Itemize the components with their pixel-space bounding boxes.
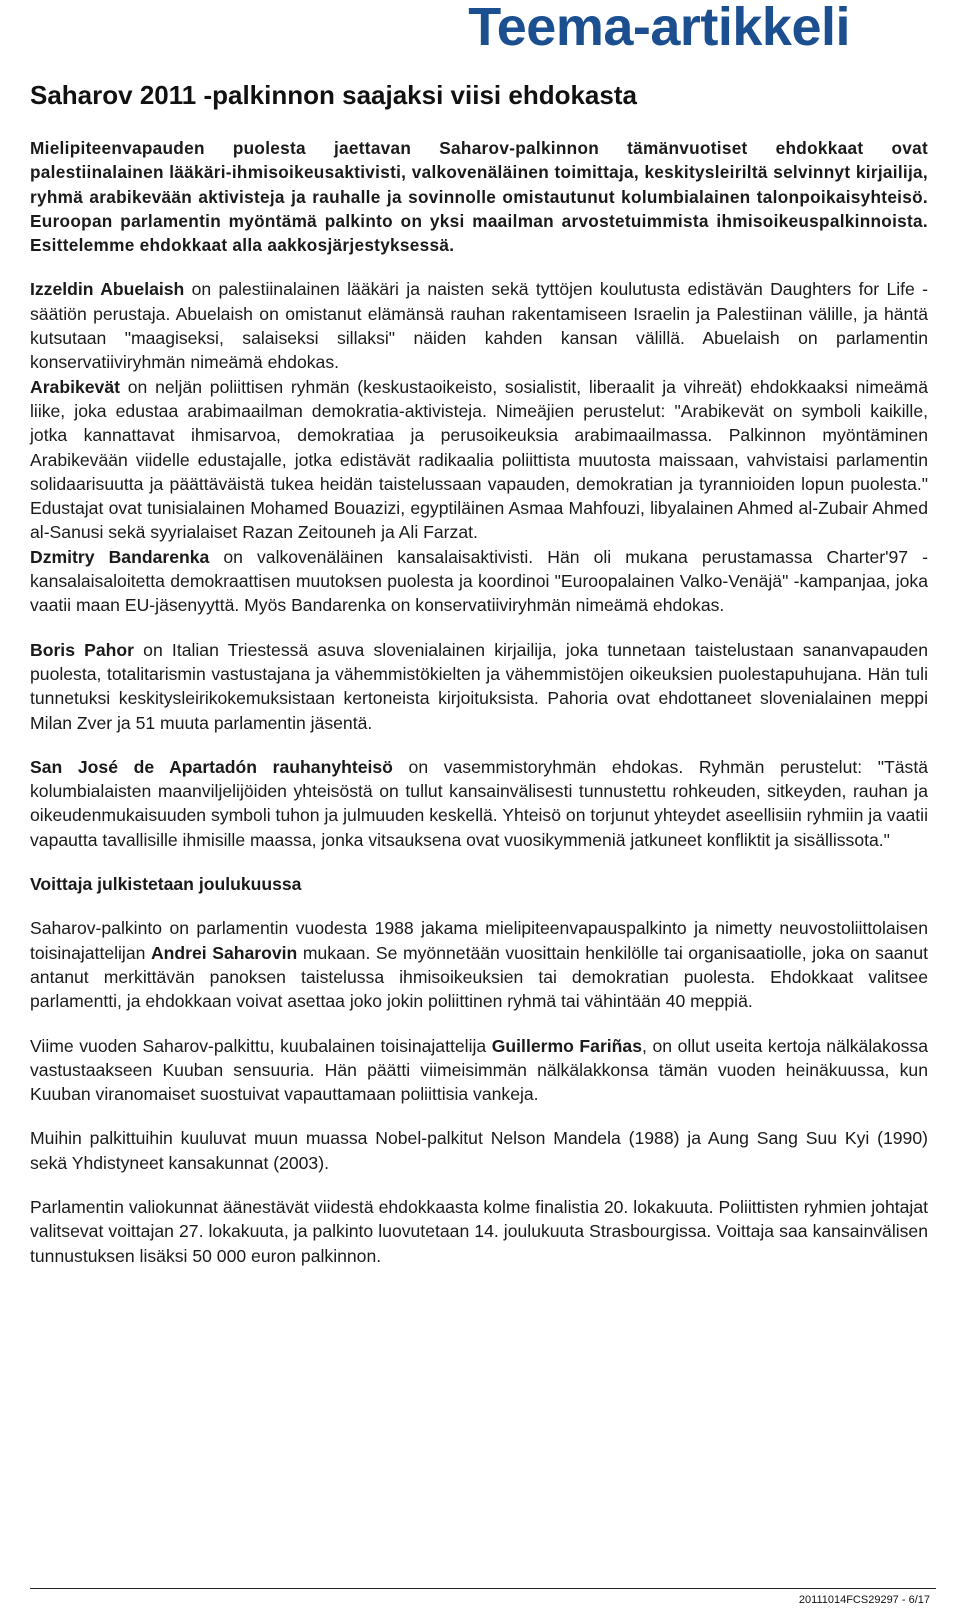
schedule-paragraph: Parlamentin valiokunnat äänestävät viidestä ehdokkaasta kolme finalistia 20. lokakuuta. Poliittisten ryhmien johtajat valitsevat voittajan 27. lokakuuta, ja palkinto luovutetaan 14. joulukuuta Strasbourgissa. Voittaja saa kansainvälisen tunnustuksen lisäksi 50 000 euron palkinnon. <box>30 1196 928 1266</box>
article-title: Saharov 2011 -palkinnon saajaksi viisi ehdokasta <box>30 80 637 110</box>
text-span: Saharov-palkinto on parlamentin vuodesta 1988 jakama mielipiteenvapauspalkinto ja nimetty neuvostoliittolaisen toisinajattelijan <box>30 918 928 963</box>
text-span: Viime vuoden Saharov-palkittu, kuubalainen toisinajattelija <box>30 1035 492 1056</box>
candidate-apartado <box>30 755 928 852</box>
text-span: mukaan. Se myönnetään vuosittain henkilölle tai organisaatiolle, joka on saanut antanut merkittävän panoksen taistelussa ihmisoikeuksien tai demokratian puolesta. Ehdokkaat valitsee parlamentti, ja ehdokkaan voivat asettaa joko jokin poliittinen ryhmä tai vähintään 40 meppiä. <box>30 942 928 1012</box>
candidate-text: on valkovenäläinen kansalaisaktivisti. Hän oli mukana perustamassa Charter'97 -kansalaisaloitetta demokraattisen muutoksen puolesta ja koordinoi "Euroopalainen Valko-Venäjä" -kampanjaa, joka vaatii maan EU-jäsenyyttä. Myös Bandarenka on konservatiiviryhmän nimeämä ehdokas. <box>30 546 928 616</box>
candidate-text: on neljän poliittisen ryhmän (keskustaoikeisto, sosialistit, liberaalit ja vihreät) ehdokkaaksi nimeämä liike, joka edustaa arabimaailman demokratia-aktivisteja. Nimeäjien perustelut: "Arabikevät on symboli kaikille, jotka kannattavat ihmisarvoa, demokratiaa ja perusoikeuksia arabimaailmassa. Palkinnon myöntäminen Arabikevään viidelle edustajalle, jotka edistävät radikaalia poliittista muutosta maissaan, vahvistaisi parlamentin solidaarisuutta ja päättäväistä tukea heidän taistelussaan vapauden, demokratian ja tyrannioiden lopun puolesta." Edustajat ovat tunisialainen Mohamed Bouazizi, egyptiläinen Asmaa Mahfouzi, libyalainen Ahmed al-Zubair Ahmed al-Sanusi sekä syyrialaiset Razan Zeitouneh ja Ali Farzat. <box>30 376 928 543</box>
candidate-abuelaish <box>30 277 928 374</box>
candidate-arab-spring <box>30 375 928 545</box>
candidate-pahor <box>30 638 928 735</box>
candidate-text: on Italian Triestessä asuva slovenialainen kirjailija, joka tunnetaan taistelustaan sananvapauden puolesta, totalitarismin vastustajana ja vähemmistökielten ja vähemmistöjen oikeuksien puolestapuhujana. Hän tuli tunnetuksi keskitysleirikokemuksistaan kertoneista kirjoituksista. Pahoria ovat ehdottaneet slovenialainen meppi Milan Zver ja 51 muuta parlamentin jäsentä. <box>30 639 928 733</box>
lead-paragraph: Mielipiteenvapauden puolesta jaettavan Saharov-palkinnon tämänvuotiset ehdokkaat ovat palestiinalainen lääkäri-ihmisoikeusaktivisti, valkovenäläinen toimittaja, keskitysleiriltä selvinnyt kirjailija, ryhmä arabikevään aktivisteja ja rauhalle ja sovinnolle omistautunut kolumbialainen talonpoikaisyhteisö. Euroopan parlamentin myöntämä palkinto on yksi maailman arvostetuimmista ihmisoikeuspalkinnoista. Esittelemme ehdokkaat alla aakkosjärjestyksessä. <box>30 138 928 256</box>
candidate-name: Izzeldin Abuelaish <box>30 279 185 300</box>
section-banner: Teema-artikkeli <box>468 0 850 57</box>
candidate-bandarenka <box>30 545 928 618</box>
candidate-name: San José de Apartadón rauhanyhteisö <box>30 756 393 777</box>
person-name: Andrei Saharovin <box>150 942 298 963</box>
candidate-name: Dzmitry Bandarenka <box>30 546 210 567</box>
last-winner-paragraph <box>30 1034 928 1107</box>
article-body <box>30 136 928 1268</box>
text-span: , on ollut useita kertoja nälkälakossa vastustaakseen Kuuban sensuuria. Hän päätti viimeisimmän nälkälakkonsa tämän vuoden heinäkuussa, kun Kuuban viranomaiset suostuivat vapauttamaan poliittisia vankeja. <box>30 1035 928 1105</box>
candidate-name: Boris Pahor <box>30 639 135 660</box>
page-reference: 20111014FCS29297 - 6/17 <box>798 1594 930 1606</box>
person-name: Guillermo Fariñas <box>491 1035 642 1056</box>
candidate-text: on palestiinalainen lääkäri ja naisten sekä tyttöjen koulutusta edistävän Daughters for Life -säätiön perustaja. Abuelaish on omistanut elämänsä rauhan rakentamiseen Israelin ja Palestiinan välille, ja häntä kutsutaan "maagiseksi, salaiseksi sillaksi" näiden kahden kansan välillä. Abuelaish on parlamentin konservatiiviryhmän nimeämä ehdokas. <box>30 279 928 373</box>
other-laureates-paragraph: Muihin palkittuihin kuuluvat muun muassa Nobel-palkitut Nelson Mandela (1988) ja Aung Sang Suu Kyi (1990) sekä Yhdistyneet kansakunnat (2003). <box>30 1128 928 1173</box>
section-heading: Voittaja julkistetaan joulukuussa <box>30 874 302 895</box>
footer-divider <box>30 1588 936 1589</box>
prize-history-paragraph <box>30 916 928 1013</box>
candidate-text: on vasemmistoryhmän ehdokas. Ryhmän perustelut: "Tästä kolumbialaisten maanviljelijöiden yhteisöstä on tullut kansainvälisesti tunnustettu rohkeuden, sitkeyden, rauhan ja oikeudenmukaisuuden symboli tuhon ja julmuuden keskellä. Yhteisö on torjunut yhteydet aseellisiin ryhmiin ja vaatii vapautta tavallisille ihmisille maassa, jonka vitsauksena ovat vuosikymmeniä jatkuneet konfliktit ja sisällissota." <box>30 756 928 850</box>
candidate-name: Arabikevät <box>30 376 120 397</box>
